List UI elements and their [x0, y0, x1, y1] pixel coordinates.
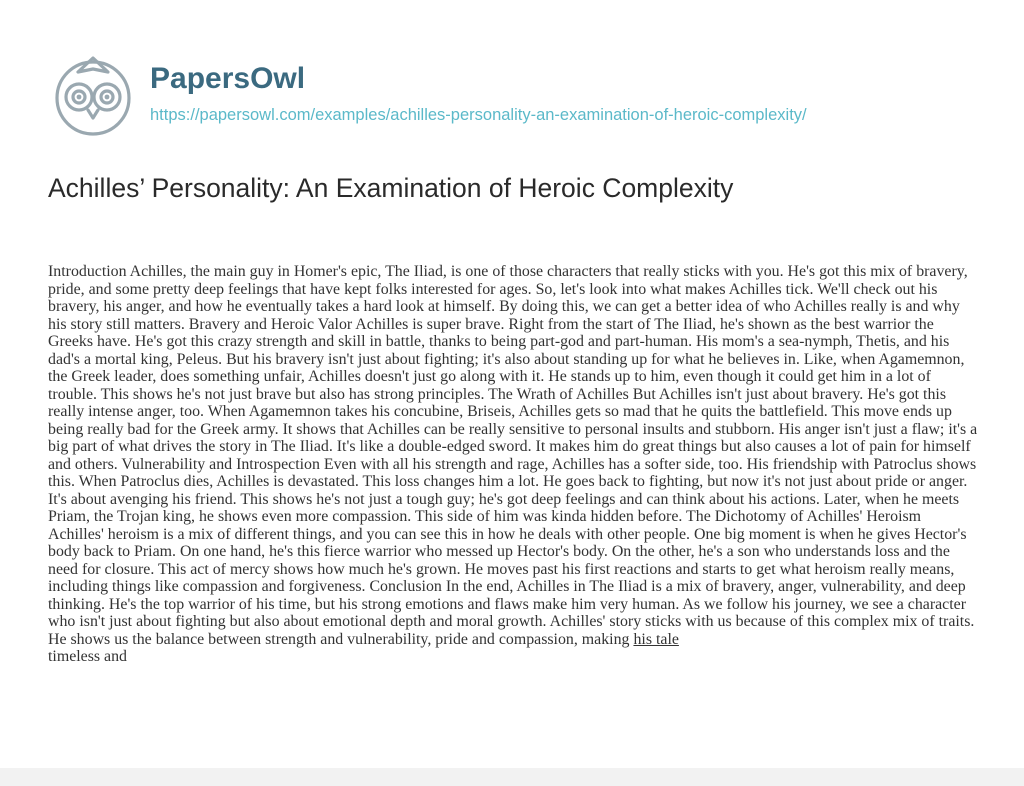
essay-body-main: Introduction Achilles, the main guy in Homer's epic, The Iliad, is one of those characters that really sticks with you. He's got this mix of bravery, pride, and some pretty deep feelings that have kept folks interested for ages. So, let's look into what makes Achilles tick. We'll check out his bravery, his anger, and how he eventually takes a hard look at himself. By doing this, we can get a better idea of who Achilles really is and why his story still matters. Bravery and Heroic Valor Achilles is super brave. Right from the start of The Iliad, he's shown as the best warrior the Greeks have. He's got this crazy strength and skill in battle, thanks to being part-god and part-human. His mom's a sea-nymph, Thetis, and his dad's a mortal king, Peleus. But his bravery isn't just about fighting; it's also about standing up for what he believes in. Like, when Agamemnon, the Greek leader, does something unfair, Achilles doesn't just go along with it. He stands up to him, even though it could get him in a lot of trouble. This shows he's not just brave but also has strong principles. The Wrath of Achilles But Achilles isn't just about bravery. He's got this really intense anger, too. When Agamemnon takes his concubine, Briseis, Achilles gets so mad that he quits the battlefield. This move ends up being really bad for the Greek army. It shows that Achilles can be really sensitive to personal insults and stubborn. His anger isn't just a flaw; it's a big part of what drives the story in The Iliad. It's like a double-edged sword. It makes him do great things but also causes a lot of pain for himself and others. Vulnerability and Introspection Even with all his strength and rage, Achilles has a softer side, too. His friendship with Patroclus shows this. When Patroclus dies, Achilles is devastated. This loss changes him a lot. He goes back to fighting, but now it's not just about pride or anger. It's about avenging his friend. This shows he's not just a tough guy; he's got deep feelings and can think about his actions. Later, when he meets Priam, the Trojan king, he shows even more compassion. This side of him was kinda hidden before. The Dichotomy of Achilles' Heroism Achilles' heroism is a mix of different things, and you can see this in how he deals with other people. One big moment is when he gives Hector's body back to Priam. On one hand, he's this fierce warrior who messed up Hector's body. On the other, he's a son who understands loss and the need for closure. This act of mercy shows how much he's grown. He moves past his first reactions and starts to get what heroism really means, including things like compassion and forgiveness. Conclusion In the end, Achilles in The Iliad is a mix of bravery, anger, vulnerability, and deep thinking. He's the top warrior of his time, but his strong emotions and flaws make him very human. As we follow his journey, we see a character who isn't just about fighting but also about emotional depth and moral growth. Achilles' story sticks with us because of this complex mix of traits. He shows us the balance between strength and vulnerability, pride and compassion, making — [48, 263, 978, 648]
essay-title: Achilles’ Personality: An Examination of Heroic Complexity — [48, 173, 734, 203]
brand-name[interactable]: PapersOwl — [150, 61, 306, 95]
bottom-bar — [0, 768, 1024, 786]
source-url-link[interactable]: https://papersowl.com/examples/achilles-personality-an-examination-of-heroic-complexity/ — [150, 105, 807, 124]
essay-body — [48, 263, 978, 666]
owl-logo-icon — [48, 50, 138, 140]
brand-block — [150, 61, 807, 125]
site-header — [48, 50, 807, 140]
essay-body-tail: timeless and — [48, 648, 127, 665]
essay-body-underlined: his tale — [633, 630, 679, 648]
